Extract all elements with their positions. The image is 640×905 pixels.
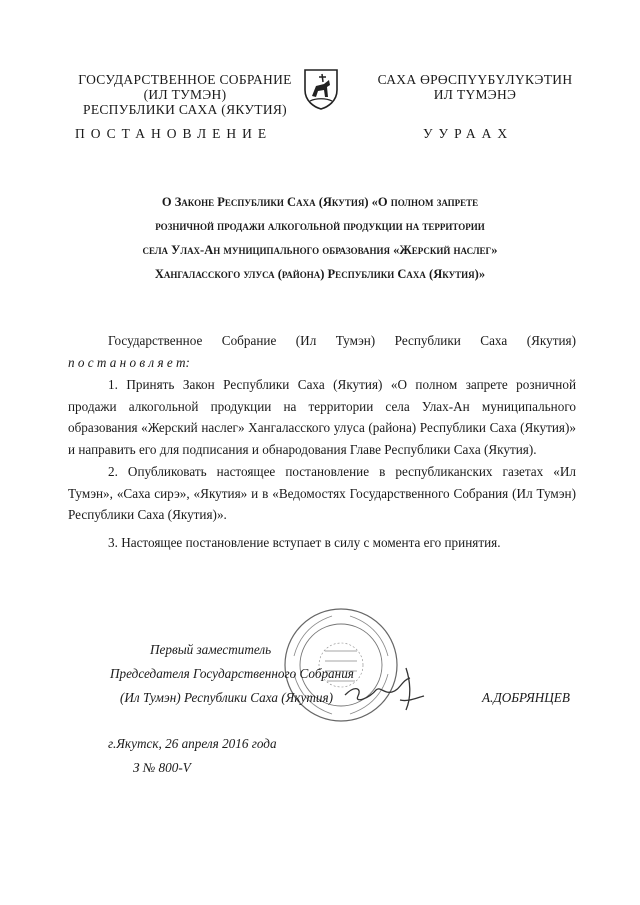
header-left-line: РЕСПУБЛИКИ САХА (ЯКУТИЯ): [83, 102, 287, 117]
intro-line: [108, 330, 576, 352]
intro-word: Республики: [394, 333, 461, 348]
doc-type-right: УУРААХ: [423, 126, 514, 141]
title-line: О Законе Республики Саха (Якутия) «О полном запрете: [161, 195, 479, 209]
document-number: З № 800-V: [133, 760, 191, 775]
document-title: [40, 190, 600, 286]
signature-position-line: (Ил Тумэн) Республики Саха (Якутия): [120, 690, 334, 705]
signatory-name: А.ДОБРЯНЦЕВ: [482, 690, 570, 705]
intro-word: (Якутия): [526, 333, 576, 348]
decree-word: п о с т а н о в л я е т:: [68, 355, 190, 370]
emblem-logo: [302, 68, 340, 110]
header-left-line: ГОСУДАРСТВЕННОЕ СОБРАНИЕ: [78, 72, 292, 87]
intro-word: Государственное: [108, 333, 203, 348]
intro-word: Саха: [480, 333, 508, 348]
header-left-block: [40, 72, 330, 117]
header-right-line: САХА ӨРӨСПҮҮБҮЛҮКЭТИН: [377, 72, 573, 87]
item-1: 1. Принять Закон Республики Саха (Якутия) «О полном запрете розничной продажи алкогольной продукции на территории села Улах-Ан муниципального образования «Жерский наслег» Хангаласского улуса (района) Республики Саха (Якутия)» и направить его для подписания и обнародования Главе Республики Саха (Якутия).: [68, 377, 576, 457]
doc-type-left: ПОСТАНОВЛЕНИЕ: [75, 126, 273, 141]
title-line: розничной продажи алкогольной продукции на территории: [155, 219, 485, 233]
place-date: г.Якутск, 26 апреля 2016 года: [108, 736, 277, 751]
intro-word: Тумэн): [335, 333, 376, 348]
header-right-line: ИЛ ТҮМЭНЭ: [433, 87, 517, 102]
item-2: 2. Опубликовать настоящее постановление в республиканских газетах «Ил Тумэн», «Саха сирэ», «Якутия» и в «Ведомостях Государственного Собрания (Ил Тумэн) Республики Саха (Якутия)».: [68, 464, 576, 522]
header-right-block: [345, 72, 605, 102]
intro-word: Собрание: [221, 333, 277, 348]
intro-word: (Ил: [295, 333, 317, 348]
signature-position-line: Первый заместитель: [150, 642, 272, 657]
title-line: Хангаласского улуса (района) Республики Саха (Якутия)»: [154, 267, 486, 281]
item-3: 3. Настоящее постановление вступает в силу с момента его принятия.: [108, 535, 501, 550]
header-left-line: (ИЛ ТУМЭН): [143, 87, 227, 102]
title-line: села Улах-Ан муниципального образования «Жерский наслег»: [142, 243, 498, 257]
signature-position-line: Председателя Государственного Собрания: [110, 666, 354, 681]
